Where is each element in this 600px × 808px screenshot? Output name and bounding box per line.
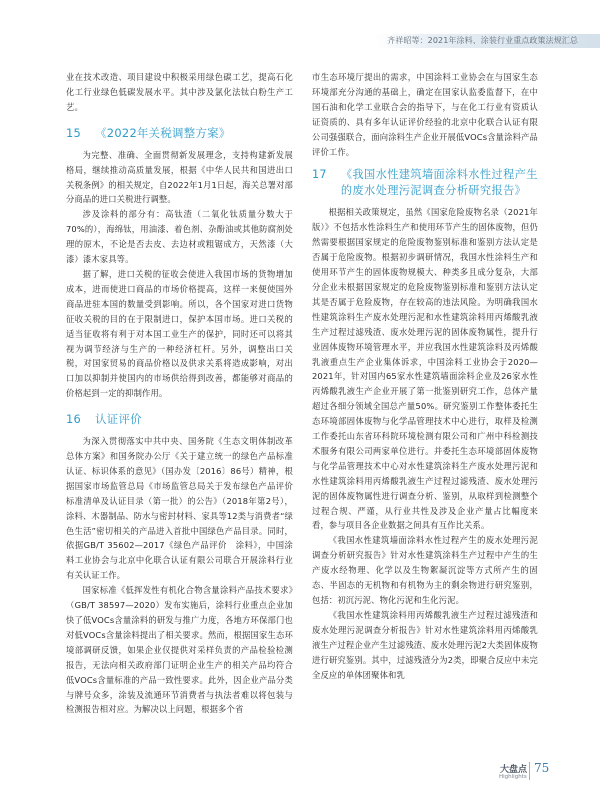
body-paragraph: 根据相关政策规定，虽然《国家危险废物名录（2021年版）》不包括水性涂料生产和使用环节产生的固体废物，但仍然需要根据国家规定的危险废物鉴别标准和鉴别方法认定是否属于危险废物。根据初步调研情况，我国水性涂料生产和使用环节产生的固体废物规模大、种类多且成分复杂，大部分企业未根据国家规定的危险废物鉴别标准和鉴别方法认定其是否属于危险废物，存在较高的违法风险。为明确我国水性建筑涂料生产废水处理污泥和水性建筑涂料用丙烯酸乳液生产过程过滤残渣、废水处理污泥的固体废物属性，提升行业固体废物环境管理水平，并应我国水性建筑涂料及丙烯酸乳液重点生产企业集体诉求，中国涂料工业协会于2020—2021年，针对国内65家水性建筑墙面涂料企业及26家水性丙烯酸乳液生产企业开展了第一批鉴别研究工作，总体产量超过各细分领域全国总产量50%。研究鉴别工作整体委托生态环境部固体废物与化学品管理技术中心进行，取样及检测工作委托山东省环科院环境检测有限公司和广州中科检测技术服务有限公司两家单位进行。并委托生态环境部固体废物与化学品管理技术中心对水性建筑涂料生产废水处理污泥和水性建筑涂料用丙烯酸乳液生产过程过滤残渣、废水处理污泥的固体废物属性进行调查分析、鉴别，从取样到检测整个过程合规、严谨，从行业共性及涉及企业产量占比幅度来看，参与项目各企业数据之间具有互作比关系。 xyxy=(312,207,538,531)
body-paragraph: 涉及涂料的部分有：高钛渣（二氧化钛质量分数大于70%的），海绵钛，用油漆、着色剂、杂酚油或其他防腐剂处理的原木，不论是否去皮、去边材或粗锯成方，天然漆（大漆）漆木家具等。 xyxy=(66,209,293,265)
section-heading-15 xyxy=(66,125,293,141)
footer-subtitle: Highlights xyxy=(499,774,527,780)
footer-divider xyxy=(529,762,530,780)
section-number: 15 xyxy=(66,125,82,140)
section-title: 《2022年关税调整方案》 xyxy=(95,125,231,140)
continued-paragraph: 市生态环境厅提出的需求，中国涂料工业协会在与国家生态环境部充分沟通的基础上，确定在国家认监委监督下，在中国石油和化学工业联合会的指导下，与在化工行业有资质认证资质的、具有多年认证评价经验的北京中化联合认证有限公司强强联合，面向涂料生产企业开展低VOCs含量涂料产品评价工作。 xyxy=(312,72,538,157)
body-paragraph: 《我国水性建筑涂料用丙烯酸乳液生产过程过滤残渣和废水处理污泥调查分析报告》针对水性建筑涂料用丙烯酸乳液生产过程企业产生过滤残渣、废水处理污泥2大类固体废物进行研究鉴别。其中，过滤残渣分为2类，即聚合反应中未完全反应的单体团聚体和乳 xyxy=(312,609,538,680)
page-number: 75 xyxy=(534,761,550,775)
footer-brand: 大盘点 xyxy=(500,765,528,775)
intro-paragraph: 业在技术改造、项目建设中积极采用绿色碳工艺，提高石化化工行业绿色低碳发展水平。其中涉及氯化法钛白粉生产工艺。 xyxy=(66,72,293,112)
section-number: 17 xyxy=(312,168,327,182)
body-paragraph: 《我国水性建筑墙面涂料水性过程产生的废水处理污泥调查分析研究报告》针对水性建筑涂料生产过程中产生的生产废水经物理、化学以及生物絮凝沉淀等方式所产生的固态、半固态的无机物和有机物为主的剩余物进行研究鉴别，包括：初沉污泥、物化污泥和生化污泥。 xyxy=(312,535,538,605)
left-column xyxy=(66,70,293,717)
section-heading-16 xyxy=(66,411,293,427)
section-heading-17 xyxy=(312,167,538,198)
body-paragraph: 国家标准《低挥发性有机化合物含量涂料产品技术要求》（GB/T 38597—2020）发布实施后，涂料行业重点企业加快了低VOCs含量涂料的研发与推广力度，各地方环保部门也对低VOCs含量涂料提出了相关要求。然而，根据国家生态环境部调研反馈，如果企业仅提供对采样负责的产品检验检测报告，无法向相关政府部门证明企业生产的相关产品均符合低VOCs含量标准的产品一致性要求。此外，因企业产品分类与牌号众多，涂装及流通环节消费者与执法者难以将包装与检测报告相对应。为解决以上问题，根据多个省 xyxy=(66,585,293,715)
page-header xyxy=(0,0,600,44)
section-title: 《我国水性建筑墙面涂料水性过程产生的废水处理污泥调查分析研究报告》 xyxy=(340,168,538,197)
body-paragraph: 为深入贯彻落实中共中央、国务院《生态文明体制改革总体方案》和国务院办公厅《关于建立统一的绿色产品标准认证、标识体系的意见》（国办发〔2016〕86号）精神，根据国家市场监管总局《市场监管总局关于发布绿色产品评价标准清单及认证目录（第一批）的公告》（2018年第2号），涂料、木器制品、防水与密封材料、家具等12类与消费者“绿色生活”密切相关的产品进入首批中国绿色产品目录。同时，依据GB/T 35602—2017《绿色产品评价 涂料》，中国涂料工业协会与北京中化联合认证有限公司联合开展涂料行业有关认证工作。 xyxy=(66,436,293,581)
body-paragraph: 据了解，进口关税的征收会使进入我国市场的货物增加成本，进而使进口商品的市场价格提高，这样一来便使国外商品进驻本国的数量受到影响。所以，各个国家对进口货物征收关税的目的在于限制进口，保护本国市场。进口关税的适当征收将有利于对本国工业生产的保护，同时还可以将其视为调节经济与生产的一种经济杠杆。另外，调整出口关税，对国家贸易的商品价格以及供求关系将造成影响，对出口加以抑制并使国内的市场供给得到改善，都能够对商品的价格起到一定的抑制作用。 xyxy=(66,268,293,399)
body-paragraph: 为完整、准确、全面贯彻新发展理念，支持构建新发展格局，继续推动高质量发展，根据《中华人民共和国进出口关税条例》的相关规定，自2022年1月1日起，海关总署对部分商品的进口关税进行调整。 xyxy=(66,149,293,205)
right-column xyxy=(312,70,538,682)
running-head: 齐祥昭等：2021年涂料、涂装行业重点政策法规汇总 xyxy=(387,36,578,45)
page-footer xyxy=(490,760,590,786)
section-title: 认证评价 xyxy=(95,412,142,427)
section-number: 16 xyxy=(66,412,82,427)
